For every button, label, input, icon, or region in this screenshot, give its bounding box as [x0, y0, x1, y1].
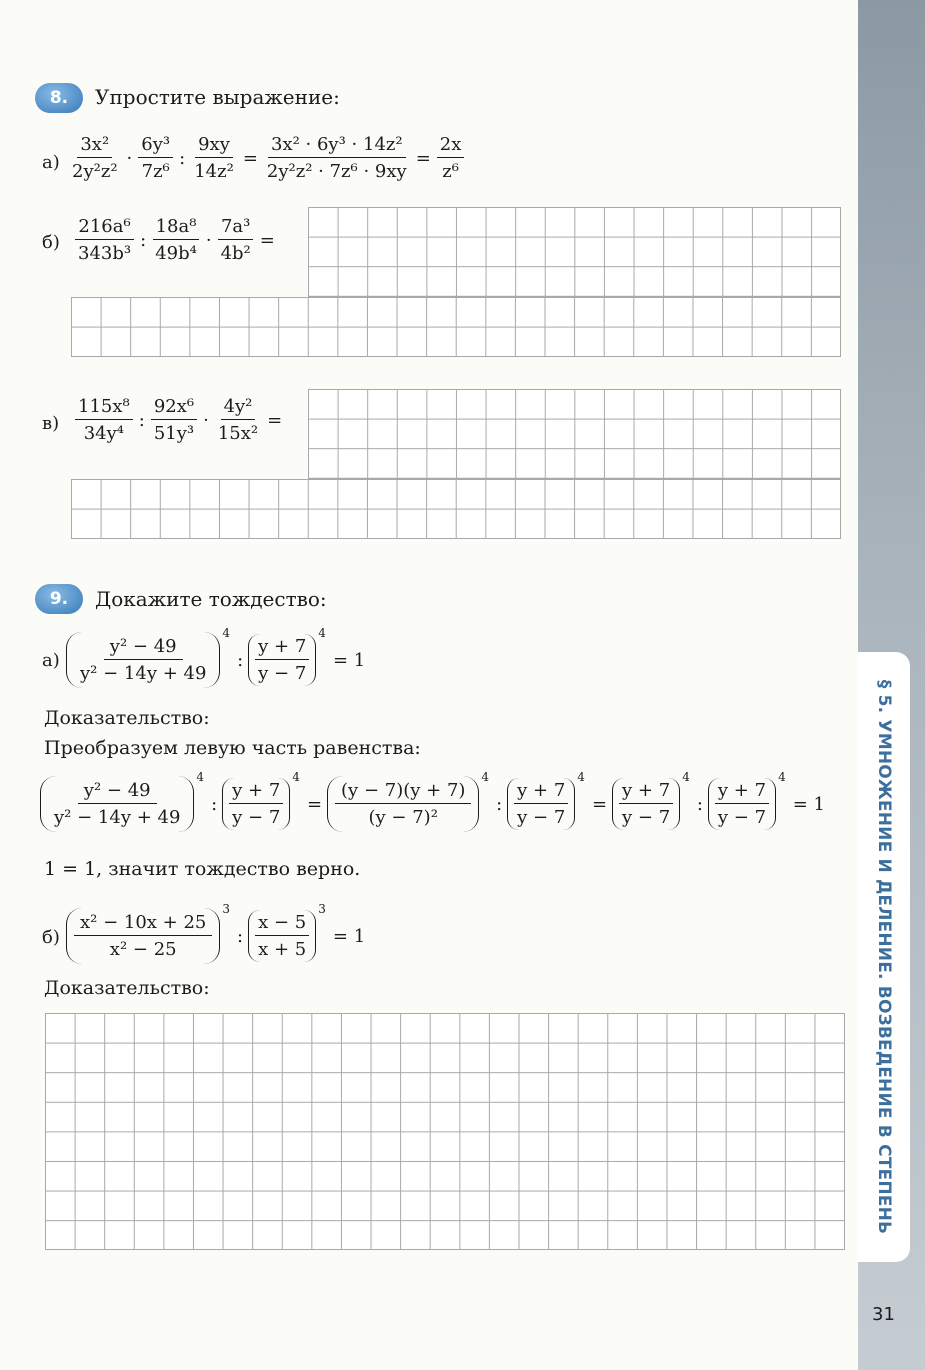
task-9a-solution-chain [38, 770, 828, 832]
page-number: 31 [872, 1304, 895, 1325]
task-8b-expression [72, 216, 278, 264]
fraction: $\frac{\text{4y²}}{\text{15x²}}$ [217, 396, 259, 444]
operator: · [205, 229, 212, 251]
fraction: $\frac{\text{18a⁸}}{\text{49b⁴}}$ [152, 216, 200, 264]
parenthesis [66, 908, 220, 964]
fraction: $\frac{(y - 7)(y + 7)}{\text{(y − 7)²}}$ [335, 780, 471, 828]
exponent: 4 [222, 626, 231, 640]
operator: = 1 [332, 925, 366, 947]
answer-grid-9b[interactable] [45, 1013, 845, 1250]
fraction: $\frac{y + 7}{y - 7}$ [619, 780, 673, 828]
chapter-title: § 5. УМНОЖЕНИЕ И ДЕЛЕНИЕ. ВОЗВЕДЕНИЕ В СТЕПЕНЬ [874, 679, 894, 1235]
task-8a-label: а) [42, 152, 60, 173]
operator: = 1 [332, 649, 366, 671]
parenthesis [222, 778, 290, 830]
answer-grid-8b-bottom[interactable] [71, 297, 841, 357]
exponent: 4 [778, 770, 786, 784]
exponent: 4 [292, 770, 300, 784]
exponent: 4 [577, 770, 585, 784]
operator: = [259, 229, 275, 251]
conclusion-text: 1 = 1, значит тождество верно. [44, 858, 361, 880]
fraction: $\frac{x - 5}{x + 5}$ [255, 912, 309, 960]
operator: · [126, 147, 133, 169]
answer-grid-8v-bottom[interactable] [71, 479, 841, 539]
task-8v-label: в) [42, 413, 60, 434]
operator: : [179, 147, 186, 169]
parenthesis [708, 778, 776, 830]
exponent: 3 [222, 902, 231, 916]
operator: : [496, 793, 503, 815]
parenthesis [40, 776, 194, 832]
fraction: $\frac{y + 7}{y - 7}$ [715, 780, 769, 828]
fraction: $\frac{y + 7}{y - 7}$ [229, 780, 283, 828]
operator: : [237, 925, 244, 947]
task-9b-expression [64, 902, 368, 964]
fraction: $\frac{\text{216a⁶}}{\text{343b³}}$ [75, 216, 134, 264]
operator: : [140, 229, 147, 251]
task-8a-expression [66, 134, 467, 182]
task-9a-label: а) [42, 650, 60, 671]
task-8b-label: б) [42, 232, 60, 253]
parenthesis [612, 778, 680, 830]
exponent: 4 [318, 626, 326, 640]
fraction: $\frac{\text{y² − 49}}{\text{y² − 14y + 49}}$ [54, 780, 181, 828]
parenthesis [248, 634, 316, 686]
operator: = 1 [792, 793, 825, 815]
fraction: $\frac{2x}{\text{z⁶}}$ [437, 134, 465, 182]
parenthesis [327, 776, 479, 832]
fraction: $\frac{y + 7}{y - 7}$ [514, 780, 568, 828]
exponent: 4 [196, 770, 205, 784]
fraction: $\frac{\text{x² − 10x + 25}}{\text{x² − 25}}$ [74, 912, 212, 960]
operator: : [211, 793, 218, 815]
fraction: $\frac{\text{y² − 49}}{\text{y² − 14y + 49}}$ [80, 636, 207, 684]
proof-label-9a: Доказательство: [44, 707, 210, 729]
operator: · [203, 409, 209, 431]
parenthesis [248, 910, 316, 962]
proof-label-9b: Доказательство: [44, 977, 210, 999]
fraction: $\frac{9xy}{\text{14z²}}$ [194, 134, 234, 182]
operator: = [591, 793, 608, 815]
parenthesis [66, 632, 220, 688]
operator: : [237, 649, 244, 671]
operator: = [267, 409, 283, 431]
exponent: 3 [318, 902, 326, 916]
operator: = [242, 147, 258, 169]
task-9-title: Докажите тождество: [95, 587, 327, 611]
answer-grid-8b-top[interactable] [308, 207, 841, 297]
transform-text: Преобразуем левую часть равенства: [44, 737, 421, 759]
operator: : [138, 409, 145, 431]
task-8-title: Упростите выражение: [95, 85, 340, 109]
task-8v-expression [72, 396, 285, 444]
fraction: $\frac{y + 7}{y - 7}$ [255, 636, 309, 684]
task-9b-label: б) [42, 927, 60, 948]
fraction: $\frac{\text{3x²}}{\text{2y²z²}}$ [72, 134, 118, 182]
answer-grid-8v-top[interactable] [308, 389, 841, 479]
operator: = [306, 793, 323, 815]
fraction: $\frac{\text{3x² · 6y³ · 14z²}}{\text{2y²z² · 7z⁶ · 9xy}}$ [266, 134, 407, 182]
fraction: $\frac{\text{115x⁸}}{\text{34y⁴}}$ [75, 396, 133, 444]
fraction: $\frac{\text{92x⁶}}{\text{51y³}}$ [151, 396, 197, 444]
exponent: 4 [682, 770, 690, 784]
operator: = [415, 147, 431, 169]
task-9-badge: 9. [35, 584, 83, 614]
operator: : [696, 793, 703, 815]
parenthesis [507, 778, 575, 830]
exponent: 4 [481, 770, 490, 784]
fraction: $\frac{\text{6y³}}{\text{7z⁶}}$ [138, 134, 173, 182]
task-9a-expression [64, 626, 368, 688]
task-8-badge: 8. [35, 83, 83, 113]
fraction: $\frac{\text{7a³}}{\text{4b²}}$ [218, 216, 254, 264]
